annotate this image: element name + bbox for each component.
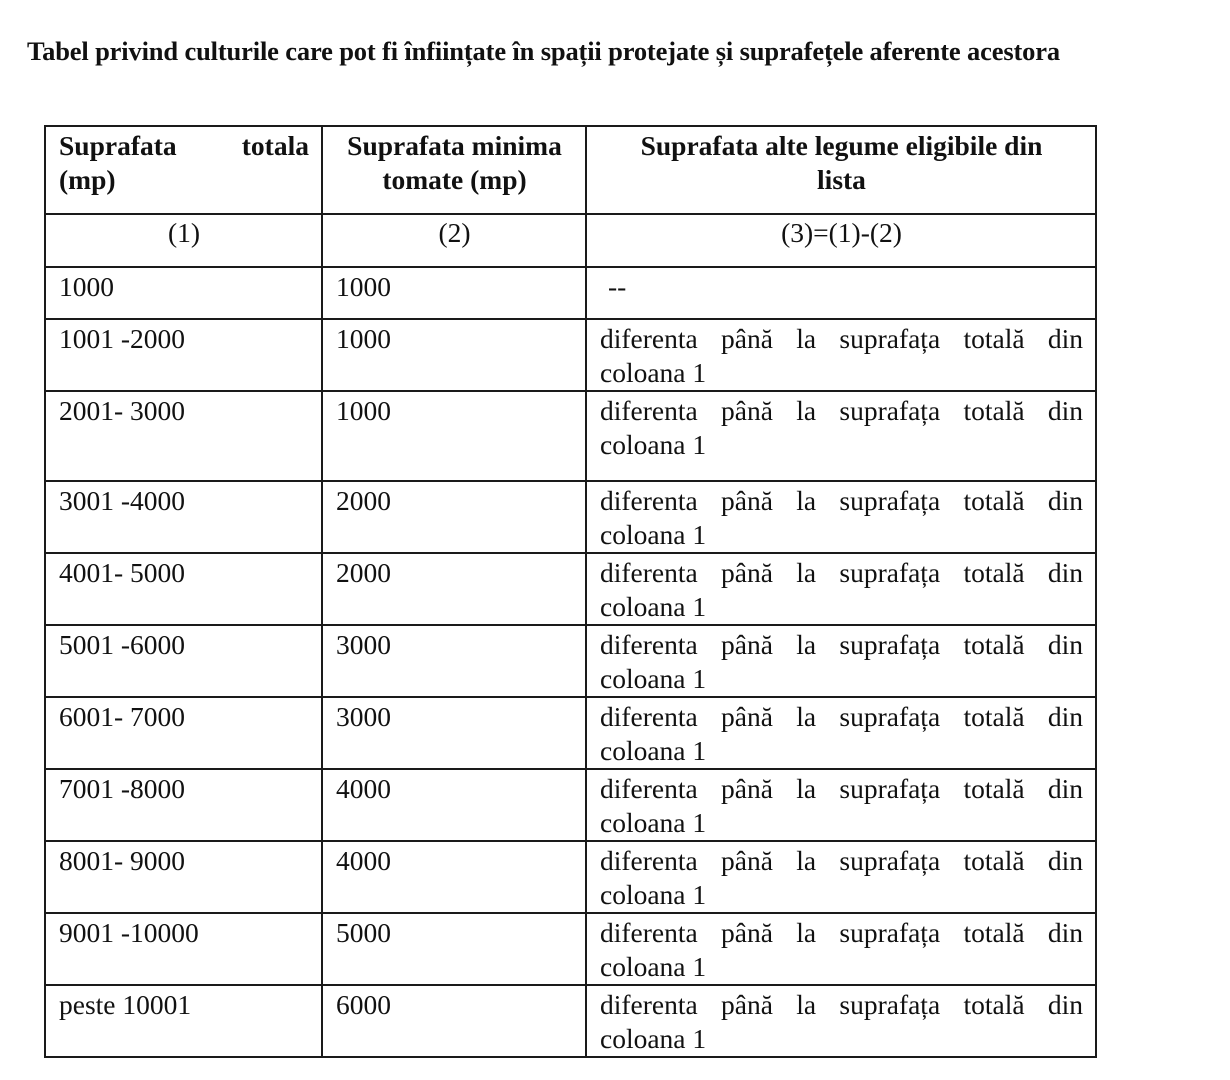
cell-other-vegetables-text: diferenta până la suprafața totală din [600, 485, 1083, 516]
cell-min-tomato-area: 1000 [322, 391, 586, 481]
cell-other-vegetables-text-continued: coloana 1 [600, 807, 707, 838]
cell-total-area: 6001- 7000 [45, 697, 322, 769]
cell-other-vegetables-text-continued: coloana 1 [600, 357, 707, 388]
header-min-tomato-line2: tomate (mp) [382, 164, 527, 195]
cell-other-vegetables-area [586, 481, 1096, 553]
table-row [45, 985, 1096, 1057]
cell-other-vegetables-area [586, 913, 1096, 985]
table-row [45, 391, 1096, 481]
area-table [44, 125, 1097, 1058]
cell-other-vegetables-text-continued: coloana 1 [600, 429, 707, 460]
cell-min-tomato-area: 3000 [322, 697, 586, 769]
cell-other-vegetables-text: diferenta până la suprafața totală din [600, 845, 1083, 876]
table-row [45, 319, 1096, 391]
header-other-vegetables-line1: Suprafata alte legume eligibile din [640, 130, 1043, 161]
cell-other-vegetables-text: diferenta până la suprafața totală din [600, 323, 1083, 354]
cell-other-vegetables-text: diferenta până la suprafața totală din [600, 917, 1083, 948]
cell-other-vegetables-text-continued: coloana 1 [600, 591, 707, 622]
cell-other-vegetables-area [586, 697, 1096, 769]
header-other-vegetables-line2: lista [817, 164, 866, 195]
cell-total-area: peste 10001 [45, 985, 322, 1057]
cell-min-tomato-area: 1000 [322, 267, 586, 319]
cell-other-vegetables-text: -- [608, 271, 627, 302]
header-min-tomato-area [322, 126, 586, 214]
cell-other-vegetables-area [586, 267, 1096, 319]
column-index-3: (3)=(1)-(2) [586, 214, 1096, 267]
cell-total-area: 8001- 9000 [45, 841, 322, 913]
column-index-row [45, 214, 1096, 267]
cell-other-vegetables-area [586, 841, 1096, 913]
cell-total-area: 1001 -2000 [45, 319, 322, 391]
table-row [45, 267, 1096, 319]
cell-other-vegetables-text: diferenta până la suprafața totală din [600, 701, 1083, 732]
cell-other-vegetables-text: diferenta până la suprafața totală din [600, 557, 1083, 588]
cell-min-tomato-area: 5000 [322, 913, 586, 985]
header-total-area-line2: (mp) [59, 164, 116, 195]
cell-other-vegetables-text-continued: coloana 1 [600, 879, 707, 910]
cell-total-area: 2001- 3000 [45, 391, 322, 481]
table-row [45, 697, 1096, 769]
cell-min-tomato-area: 2000 [322, 553, 586, 625]
cell-other-vegetables-text-continued: coloana 1 [600, 1023, 707, 1054]
cell-total-area: 7001 -8000 [45, 769, 322, 841]
cell-total-area: 9001 -10000 [45, 913, 322, 985]
column-index-2: (2) [322, 214, 586, 267]
cell-other-vegetables-area [586, 625, 1096, 697]
cell-other-vegetables-area [586, 985, 1096, 1057]
table-row [45, 913, 1096, 985]
cell-other-vegetables-text: diferenta până la suprafața totală din [600, 629, 1083, 660]
header-total-area [45, 126, 322, 214]
cell-other-vegetables-text-continued: coloana 1 [600, 519, 707, 550]
table-row [45, 553, 1096, 625]
cell-other-vegetables-area [586, 391, 1096, 481]
cell-total-area: 5001 -6000 [45, 625, 322, 697]
table-row [45, 769, 1096, 841]
cell-other-vegetables-text: diferenta până la suprafața totală din [600, 773, 1083, 804]
header-min-tomato-line1: Suprafata minima [347, 130, 562, 161]
header-other-vegetables-area [586, 126, 1096, 214]
table-row [45, 841, 1096, 913]
cell-other-vegetables-area [586, 319, 1096, 391]
cell-min-tomato-area: 6000 [322, 985, 586, 1057]
column-index-1: (1) [45, 214, 322, 267]
cell-other-vegetables-text-continued: coloana 1 [600, 663, 707, 694]
document-title: Tabel privind culturile care pot fi înființate în spații protejate și suprafețele aferente acestora [27, 36, 1060, 66]
cell-min-tomato-area: 4000 [322, 769, 586, 841]
cell-other-vegetables-area [586, 769, 1096, 841]
cell-other-vegetables-text: diferenta până la suprafața totală din [600, 989, 1083, 1020]
table-row [45, 625, 1096, 697]
cell-other-vegetables-text-continued: coloana 1 [600, 735, 707, 766]
header-row [45, 126, 1096, 214]
table-row [45, 481, 1096, 553]
cell-min-tomato-area: 1000 [322, 319, 586, 391]
cell-total-area: 4001- 5000 [45, 553, 322, 625]
cell-total-area: 1000 [45, 267, 322, 319]
cell-other-vegetables-text-continued: coloana 1 [600, 951, 707, 982]
cell-total-area: 3001 -4000 [45, 481, 322, 553]
cell-other-vegetables-text: diferenta până la suprafața totală din [600, 395, 1083, 426]
cell-min-tomato-area: 3000 [322, 625, 586, 697]
cell-other-vegetables-area [586, 553, 1096, 625]
header-total-area-line1: Suprafata totala [59, 130, 309, 161]
cell-min-tomato-area: 2000 [322, 481, 586, 553]
cell-min-tomato-area: 4000 [322, 841, 586, 913]
